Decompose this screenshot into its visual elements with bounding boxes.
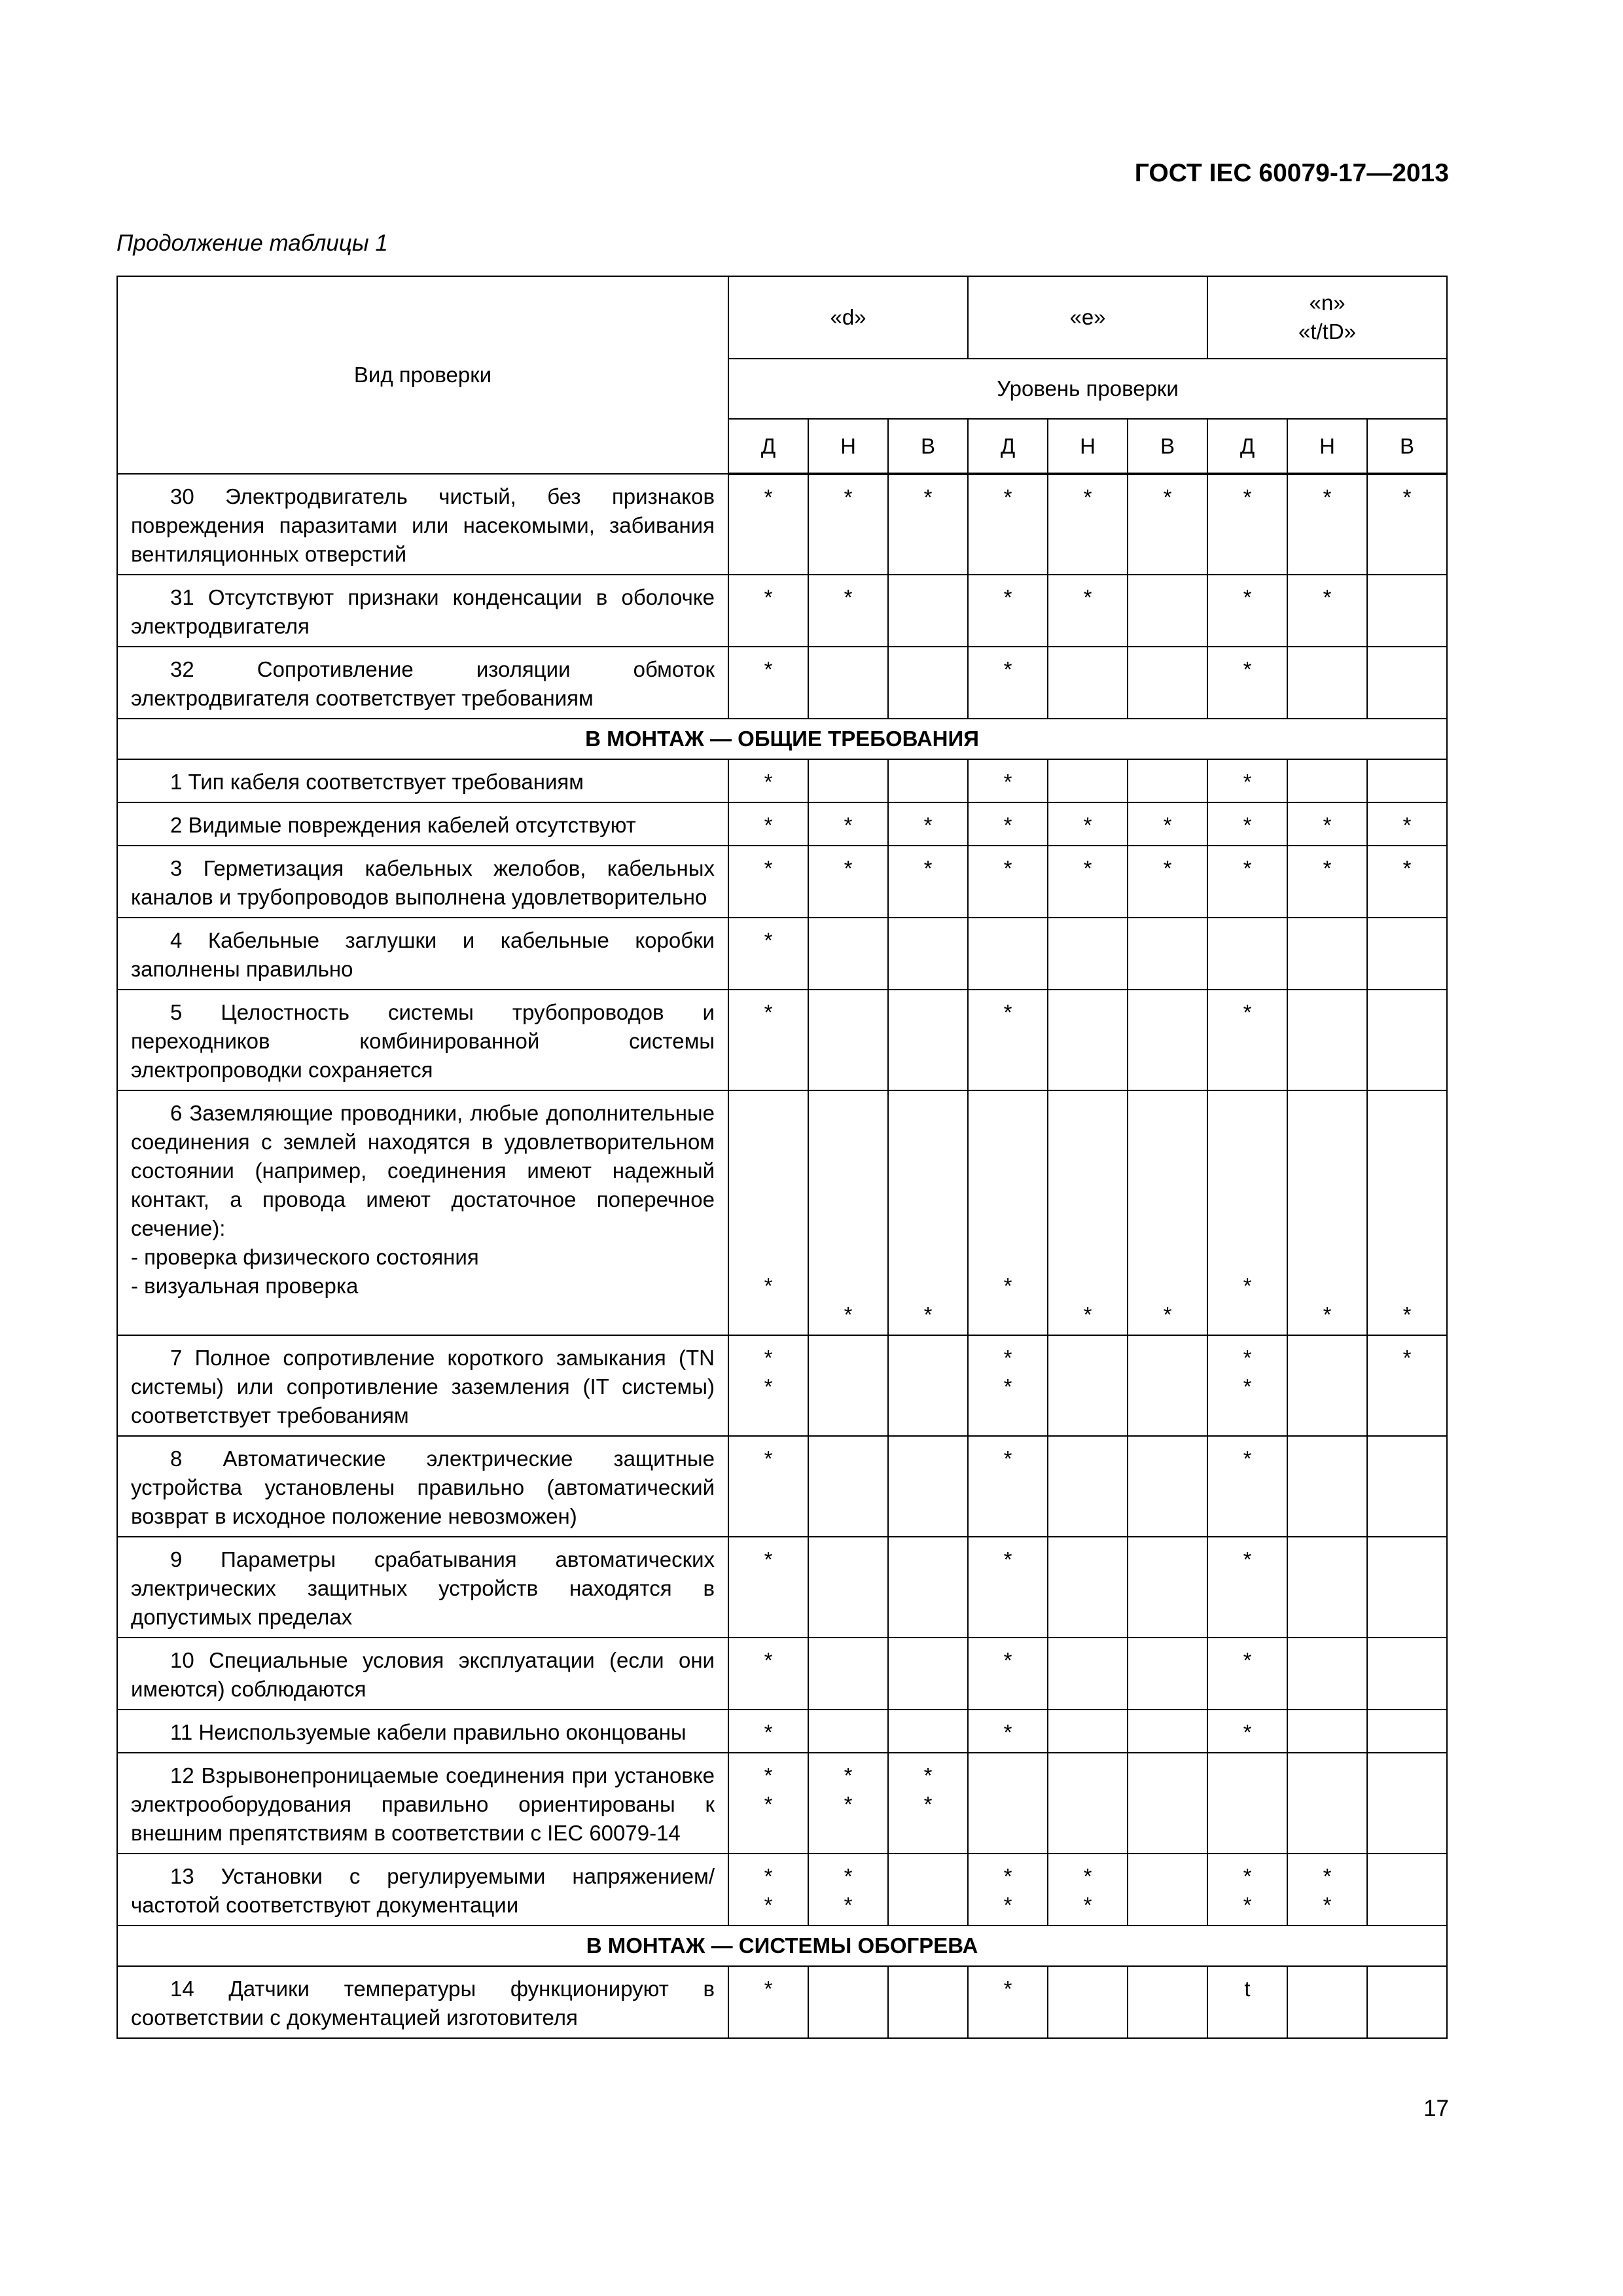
check-mark-cell: * — [888, 1090, 968, 1335]
check-mark-cell — [888, 1966, 968, 2038]
check-mark-cell: * * — [1207, 1854, 1287, 1926]
check-mark-cell: * — [1207, 1710, 1287, 1753]
check-mark-cell — [1207, 918, 1287, 990]
check-mark-cell — [1367, 647, 1447, 719]
check-mark-cell: * — [1367, 802, 1447, 846]
check-mark-cell: * — [1048, 802, 1128, 846]
check-mark-cell — [1287, 1537, 1367, 1638]
check-mark-cell — [1287, 759, 1367, 802]
level-cell: Д — [968, 419, 1048, 474]
check-mark-cell: * — [728, 846, 808, 918]
check-mark-cell: * — [968, 1638, 1048, 1710]
check-mark-cell: * — [728, 474, 808, 575]
check-mark-cell: * — [968, 647, 1048, 719]
description-text: 32 Сопротивление изоляции обмоток электродвигателя соответствует требованиям — [131, 657, 715, 710]
check-mark-cell: * — [728, 647, 808, 719]
check-mark-cell — [1048, 918, 1128, 990]
check-mark-cell: * — [1207, 1638, 1287, 1710]
check-mark-cell — [1128, 1966, 1207, 2038]
check-mark-cell: * — [1048, 846, 1128, 918]
check-mark-cell: * * — [968, 1854, 1048, 1926]
check-mark-cell — [1287, 647, 1367, 719]
check-mark-cell — [1128, 1436, 1207, 1537]
table-row — [117, 846, 1447, 918]
check-mark-cell: * * — [728, 1335, 808, 1436]
description-text: 3 Герметизация кабельных желобов, кабельных каналов и трубопроводов выполнена удовлетворительно — [131, 856, 715, 909]
description-text: 6 Заземляющие проводники, любые дополнительные соединения с землей находятся в удовлетворительном состоянии (например, соединения имеют надежный контакт, а провода имеют достаточное поперечное сечение): — [131, 1101, 715, 1240]
check-mark-cell: * — [808, 575, 888, 647]
section-title: В МОНТАЖ — ОБЩИЕ ТРЕБОВАНИЯ — [117, 719, 1447, 759]
description-text: 10 Специальные условия эксплуатации (если они имеются) соблюдаются — [131, 1648, 715, 1701]
check-mark-cell: * — [1048, 1090, 1128, 1335]
check-mark-cell: * — [968, 1537, 1048, 1638]
check-mark-cell — [1287, 1710, 1367, 1753]
check-mark-cell — [808, 1436, 888, 1537]
table-row — [117, 1090, 1447, 1335]
check-mark-cell: * — [728, 990, 808, 1090]
check-mark-cell — [1367, 759, 1447, 802]
check-mark-cell: * — [1367, 1335, 1447, 1436]
page-number: 17 — [1423, 2096, 1449, 2121]
level-cell: Н — [1287, 419, 1367, 474]
check-mark-cell: * — [1128, 802, 1207, 846]
level-cell: Н — [1048, 419, 1128, 474]
check-mark-cell: * — [1048, 474, 1128, 575]
section-row — [117, 1926, 1447, 1966]
check-mark-cell: * — [728, 1966, 808, 2038]
table-row — [117, 1335, 1447, 1436]
check-mark-cell — [1367, 1753, 1447, 1854]
check-mark-cell — [1048, 1537, 1128, 1638]
check-mark-cell — [1128, 1335, 1207, 1436]
check-mark-cell: * — [1207, 474, 1287, 575]
level-cell: В — [1367, 419, 1447, 474]
description-text: 4 Кабельные заглушки и кабельные коробки заполнены правильно — [131, 928, 715, 981]
check-mark-cell — [1367, 1638, 1447, 1710]
level-cell: Д — [728, 419, 808, 474]
check-description — [117, 918, 728, 990]
table-body — [117, 474, 1447, 2038]
check-mark-cell: * — [888, 474, 968, 575]
check-mark-cell — [1048, 759, 1128, 802]
check-mark-cell: * — [968, 1710, 1048, 1753]
check-mark-cell — [808, 918, 888, 990]
table-row — [117, 1753, 1447, 1854]
check-mark-cell — [1128, 1854, 1207, 1926]
description-text: 12 Взрывонепроницаемые соединения при установке электрооборудования правильно ориентированы к внешним препятствиям в соответствии с IEC 60079-14 — [131, 1763, 715, 1845]
check-mark-cell: * — [728, 759, 808, 802]
check-mark-cell: * — [1207, 1090, 1287, 1335]
check-mark-cell — [1287, 1753, 1367, 1854]
check-mark-cell — [1367, 1710, 1447, 1753]
description-text: 5 Целостность системы трубопроводов и переходников комбинированной системы электропроводки сохраняется — [131, 1000, 715, 1082]
table-row — [117, 474, 1447, 575]
check-description — [117, 846, 728, 918]
level-header: Уровень проверки — [728, 359, 1447, 419]
check-mark-cell — [808, 1966, 888, 2038]
check-description — [117, 802, 728, 846]
check-mark-cell: * — [1367, 846, 1447, 918]
table-row — [117, 1966, 1447, 2038]
check-mark-cell: * — [1207, 1436, 1287, 1537]
check-mark-cell — [1048, 1436, 1128, 1537]
check-mark-cell: * — [1207, 846, 1287, 918]
check-mark-cell — [888, 1537, 968, 1638]
description-text: 7 Полное сопротивление короткого замыкания (TN системы) или сопротивление заземления (IT системы) соответствует требованиям — [131, 1346, 715, 1427]
table-row — [117, 1710, 1447, 1753]
description-subitem: - проверка физического состояния — [131, 1245, 479, 1269]
check-mark-cell: * — [728, 575, 808, 647]
table-row — [117, 1638, 1447, 1710]
check-description — [117, 1436, 728, 1537]
description-text: 2 Видимые повреждения кабелей отсутствуют — [170, 813, 636, 837]
check-mark-cell: * — [1287, 474, 1367, 575]
check-mark-cell: * — [888, 802, 968, 846]
description-text: 13 Установки с регулируемыми напряжением/частотой соответствуют документации — [131, 1864, 715, 1917]
check-mark-cell — [808, 647, 888, 719]
check-mark-cell: * * — [728, 1753, 808, 1854]
check-mark-cell — [888, 1638, 968, 1710]
description-subitem: - визуальная проверка — [131, 1274, 359, 1298]
description-text: 11 Неиспользуемые кабели правильно оконцованы — [170, 1720, 687, 1744]
check-mark-cell: * * — [1287, 1854, 1367, 1926]
check-mark-cell — [1048, 990, 1128, 1090]
check-mark-cell: * — [968, 474, 1048, 575]
check-mark-cell: * — [808, 802, 888, 846]
check-mark-cell: * — [728, 1710, 808, 1753]
check-mark-cell — [808, 1537, 888, 1638]
check-description — [117, 647, 728, 719]
check-mark-cell: * — [1367, 474, 1447, 575]
check-description — [117, 1537, 728, 1638]
check-mark-cell — [1287, 1436, 1367, 1537]
check-mark-cell: * — [1207, 802, 1287, 846]
check-description — [117, 759, 728, 802]
check-mark-cell — [888, 990, 968, 1090]
table-header — [117, 276, 1447, 474]
check-description — [117, 1638, 728, 1710]
check-description — [117, 1335, 728, 1436]
check-mark-cell: * — [968, 1966, 1048, 2038]
check-mark-cell: * — [968, 802, 1048, 846]
table-row — [117, 759, 1447, 802]
check-mark-cell: * — [968, 575, 1048, 647]
inspection-table — [116, 276, 1448, 2039]
check-type-header: Вид проверки — [117, 276, 728, 474]
check-mark-cell — [1287, 990, 1367, 1090]
check-mark-cell — [1128, 647, 1207, 719]
check-mark-cell: * — [1207, 575, 1287, 647]
check-mark-cell: * — [968, 1090, 1048, 1335]
section-title: В МОНТАЖ — СИСТЕМЫ ОБОГРЕВА — [117, 1926, 1447, 1966]
check-mark-cell — [1048, 1335, 1128, 1436]
check-mark-cell: * — [968, 1436, 1048, 1537]
table-row — [117, 1537, 1447, 1638]
check-mark-cell: * — [1207, 759, 1287, 802]
check-mark-cell — [808, 759, 888, 802]
check-mark-cell: * — [1048, 575, 1128, 647]
check-mark-cell — [1207, 1753, 1287, 1854]
check-mark-cell — [1128, 1537, 1207, 1638]
check-mark-cell — [1367, 918, 1447, 990]
check-description — [117, 575, 728, 647]
check-mark-cell — [1287, 1638, 1367, 1710]
check-mark-cell: * * — [1207, 1335, 1287, 1436]
check-mark-cell — [1287, 1966, 1367, 2038]
check-mark-cell: * — [728, 1436, 808, 1537]
check-mark-cell: * — [728, 918, 808, 990]
check-mark-cell — [1128, 990, 1207, 1090]
check-mark-cell — [1128, 1638, 1207, 1710]
table-row — [117, 918, 1447, 990]
check-mark-cell: * * — [808, 1753, 888, 1854]
check-mark-cell: * — [808, 846, 888, 918]
check-mark-cell: * — [728, 802, 808, 846]
check-mark-cell: * — [968, 846, 1048, 918]
check-mark-cell — [1367, 1966, 1447, 2038]
description-text: 30 Электродвигатель чистый, без признаков повреждения паразитами или насекомыми, забивания вентиляционных отверстий — [131, 484, 715, 566]
check-mark-cell — [808, 990, 888, 1090]
check-mark-cell — [1367, 1854, 1447, 1926]
check-mark-cell — [1128, 1710, 1207, 1753]
check-mark-cell: * * — [808, 1854, 888, 1926]
check-mark-cell — [1048, 1753, 1128, 1854]
check-mark-cell — [1048, 647, 1128, 719]
check-mark-cell: * — [1287, 1090, 1367, 1335]
check-mark-cell — [968, 918, 1048, 990]
check-mark-cell — [888, 1710, 968, 1753]
check-description — [117, 474, 728, 575]
check-mark-cell — [888, 647, 968, 719]
table-row — [117, 990, 1447, 1090]
check-mark-cell — [888, 918, 968, 990]
check-mark-cell: * * — [1048, 1854, 1128, 1926]
table-row — [117, 1436, 1447, 1537]
check-mark-cell — [1128, 918, 1207, 990]
check-mark-cell — [1128, 575, 1207, 647]
check-mark-cell — [808, 1710, 888, 1753]
check-mark-cell — [888, 1436, 968, 1537]
check-mark-cell — [968, 1753, 1048, 1854]
check-mark-cell — [888, 1335, 968, 1436]
check-mark-cell — [808, 1335, 888, 1436]
check-mark-cell — [1048, 1966, 1128, 2038]
check-mark-cell: * — [728, 1090, 808, 1335]
check-mark-cell — [888, 575, 968, 647]
check-mark-cell: * — [808, 474, 888, 575]
check-mark-cell: * — [808, 1090, 888, 1335]
check-mark-cell: * — [728, 1638, 808, 1710]
description-text: 8 Автоматические электрические защитные устройства установлены правильно (автоматический возврат в исходное положение невозможен) — [131, 1446, 715, 1528]
group-e-header: «e» — [968, 276, 1207, 359]
check-mark-cell: * — [1207, 990, 1287, 1090]
check-mark-cell — [888, 1854, 968, 1926]
check-mark-cell: * — [968, 990, 1048, 1090]
check-mark-cell: * — [1207, 1537, 1287, 1638]
check-mark-cell — [888, 759, 968, 802]
group-n-header: «n» «t/tD» — [1207, 276, 1447, 359]
check-mark-cell — [1287, 1335, 1367, 1436]
check-description — [117, 1090, 728, 1335]
document-code: ГОСТ IEC 60079-17—2013 — [1134, 159, 1449, 187]
check-mark-cell — [1048, 1710, 1128, 1753]
table-row — [117, 647, 1447, 719]
check-mark-cell: * — [1128, 474, 1207, 575]
check-mark-cell — [1367, 990, 1447, 1090]
check-description — [117, 1854, 728, 1926]
check-mark-cell — [808, 1638, 888, 1710]
description-text: 31 Отсутствуют признаки конденсации в оболочке электродвигателя — [131, 585, 715, 638]
check-mark-cell: * — [1128, 1090, 1207, 1335]
check-mark-cell: * — [888, 846, 968, 918]
check-mark-cell: * — [1128, 846, 1207, 918]
check-mark-cell: * — [728, 1537, 808, 1638]
level-cell: Д — [1207, 419, 1287, 474]
check-mark-cell: t — [1207, 1966, 1287, 2038]
check-description — [117, 1710, 728, 1753]
section-row — [117, 719, 1447, 759]
check-mark-cell — [1367, 575, 1447, 647]
check-mark-cell — [1367, 1436, 1447, 1537]
table-row — [117, 1854, 1447, 1926]
check-mark-cell: * * — [728, 1854, 808, 1926]
check-description — [117, 990, 728, 1090]
check-mark-cell: * — [1287, 802, 1367, 846]
check-mark-cell — [1128, 759, 1207, 802]
level-cell: В — [888, 419, 968, 474]
table-row — [117, 575, 1447, 647]
check-mark-cell: * — [1287, 846, 1367, 918]
check-mark-cell — [1367, 1537, 1447, 1638]
check-description — [117, 1753, 728, 1854]
check-mark-cell: * — [1367, 1090, 1447, 1335]
check-mark-cell: * * — [888, 1753, 968, 1854]
level-cell: В — [1128, 419, 1207, 474]
check-mark-cell — [1287, 918, 1367, 990]
description-text: 1 Тип кабеля соответствует требованиям — [170, 770, 584, 794]
level-cell: Н — [808, 419, 888, 474]
group-d-header: «d» — [728, 276, 968, 359]
check-mark-cell: * — [1287, 575, 1367, 647]
check-mark-cell: * — [968, 759, 1048, 802]
check-mark-cell — [1048, 1638, 1128, 1710]
table-row — [117, 802, 1447, 846]
description-text: 14 Датчики температуры функционируют в соответствии с документацией изготовителя — [131, 1977, 715, 2030]
check-description — [117, 1966, 728, 2038]
check-mark-cell: * * — [968, 1335, 1048, 1436]
description-text: 9 Параметры срабатывания автоматических электрических защитных устройств находятся в допустимых пределах — [131, 1547, 715, 1629]
check-mark-cell: * — [1207, 647, 1287, 719]
table-caption: Продолжение таблицы 1 — [116, 230, 388, 256]
check-mark-cell — [1128, 1753, 1207, 1854]
